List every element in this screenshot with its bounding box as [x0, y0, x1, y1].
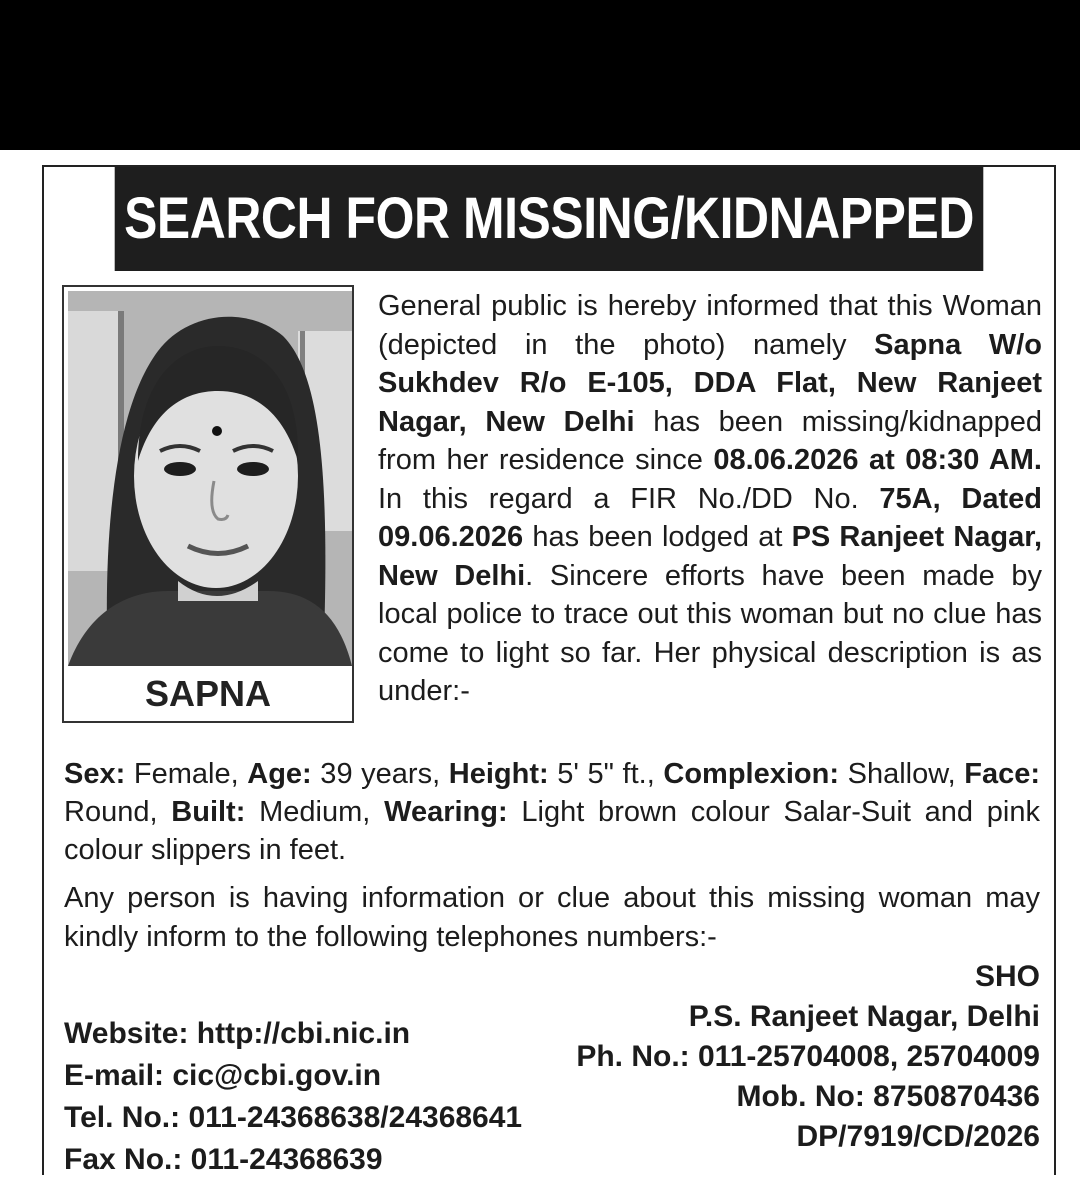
phone-line: Ph. No.: 011-25704008, 25704009	[576, 1040, 1040, 1073]
sex-label: Sex:	[64, 758, 126, 790]
intro-text-2: has been missing/kidnapped from her residence since	[378, 405, 1042, 476]
appeal-paragraph: Any person is having information or clue about this missing woman may kindly inform to the following telephones numbers:-	[64, 882, 1040, 953]
face-label: Face:	[964, 758, 1041, 790]
age-value: 39 years,	[311, 758, 449, 790]
age-label: Age:	[247, 758, 312, 790]
wearing-label: Wearing:	[384, 796, 508, 828]
telephone-line: Tel. No.: 011-24368638/24368641	[64, 1101, 523, 1134]
complexion-label: Complexion:	[663, 758, 840, 790]
police-contact-block	[576, 957, 1040, 1157]
missing-person-notice	[42, 165, 1056, 1175]
physical-description	[64, 755, 1040, 869]
top-black-band	[0, 0, 1080, 150]
intro-text-5: . Sincere efforts have been made by local police to trace out this woman but no clue has come to light so far. Her physical description is as under:-	[378, 559, 1042, 707]
cbi-contact-block	[64, 1013, 522, 1181]
height-value: 5' 5" ft.,	[548, 758, 664, 790]
face-value: Round,	[64, 796, 172, 828]
intro-text-3: In this regard a FIR No./DD No.	[378, 482, 880, 515]
missing-person-photo	[68, 291, 352, 666]
photo-caption-name: SAPNA	[144, 673, 272, 714]
wearing-value: Light brown colour Salar-Suit and pink colour slippers in feet.	[64, 796, 1040, 866]
fax-line: Fax No.: 011-24368639	[64, 1143, 383, 1176]
sho-designation: SHO	[974, 960, 1040, 993]
reference-number: DP/7919/CD/2026	[796, 1120, 1040, 1153]
intro-fir-number: 75A, Dated 09.06.2026	[378, 482, 1042, 553]
intro-text-4: has been lodged at	[523, 521, 792, 553]
built-value: Medium,	[245, 796, 385, 828]
complexion-value: Shallow,	[839, 758, 965, 790]
intro-text-1: General public is hereby informed that this Woman (depicted in the photo) namely	[378, 290, 1042, 361]
website-line: Website: http://cbi.nic.in	[64, 1017, 411, 1050]
intro-since-datetime: 08.06.2026 at 08:30 AM.	[713, 444, 1042, 476]
police-station-line: P.S. Ranjeet Nagar, Delhi	[688, 1000, 1040, 1033]
built-label: Built:	[171, 796, 246, 828]
photo-frame	[62, 285, 354, 723]
mobile-line: Mob. No: 8750870436	[736, 1080, 1040, 1113]
intro-paragraph	[378, 287, 1042, 711]
intro-name-address: Sapna W/o Sukhdev R/o E-105, DDA Flat, New Ranjeet Nagar, New Delhi	[378, 328, 1042, 438]
intro-police-station: PS Ranjeet Nagar, New Delhi	[378, 521, 1043, 592]
notice-headline: SEARCH FOR MISSING/KIDNAPPED	[115, 167, 984, 271]
sex-value: Female,	[125, 758, 248, 790]
height-label: Height:	[448, 758, 549, 790]
email-line: E-mail: cic@cbi.gov.in	[64, 1059, 382, 1092]
